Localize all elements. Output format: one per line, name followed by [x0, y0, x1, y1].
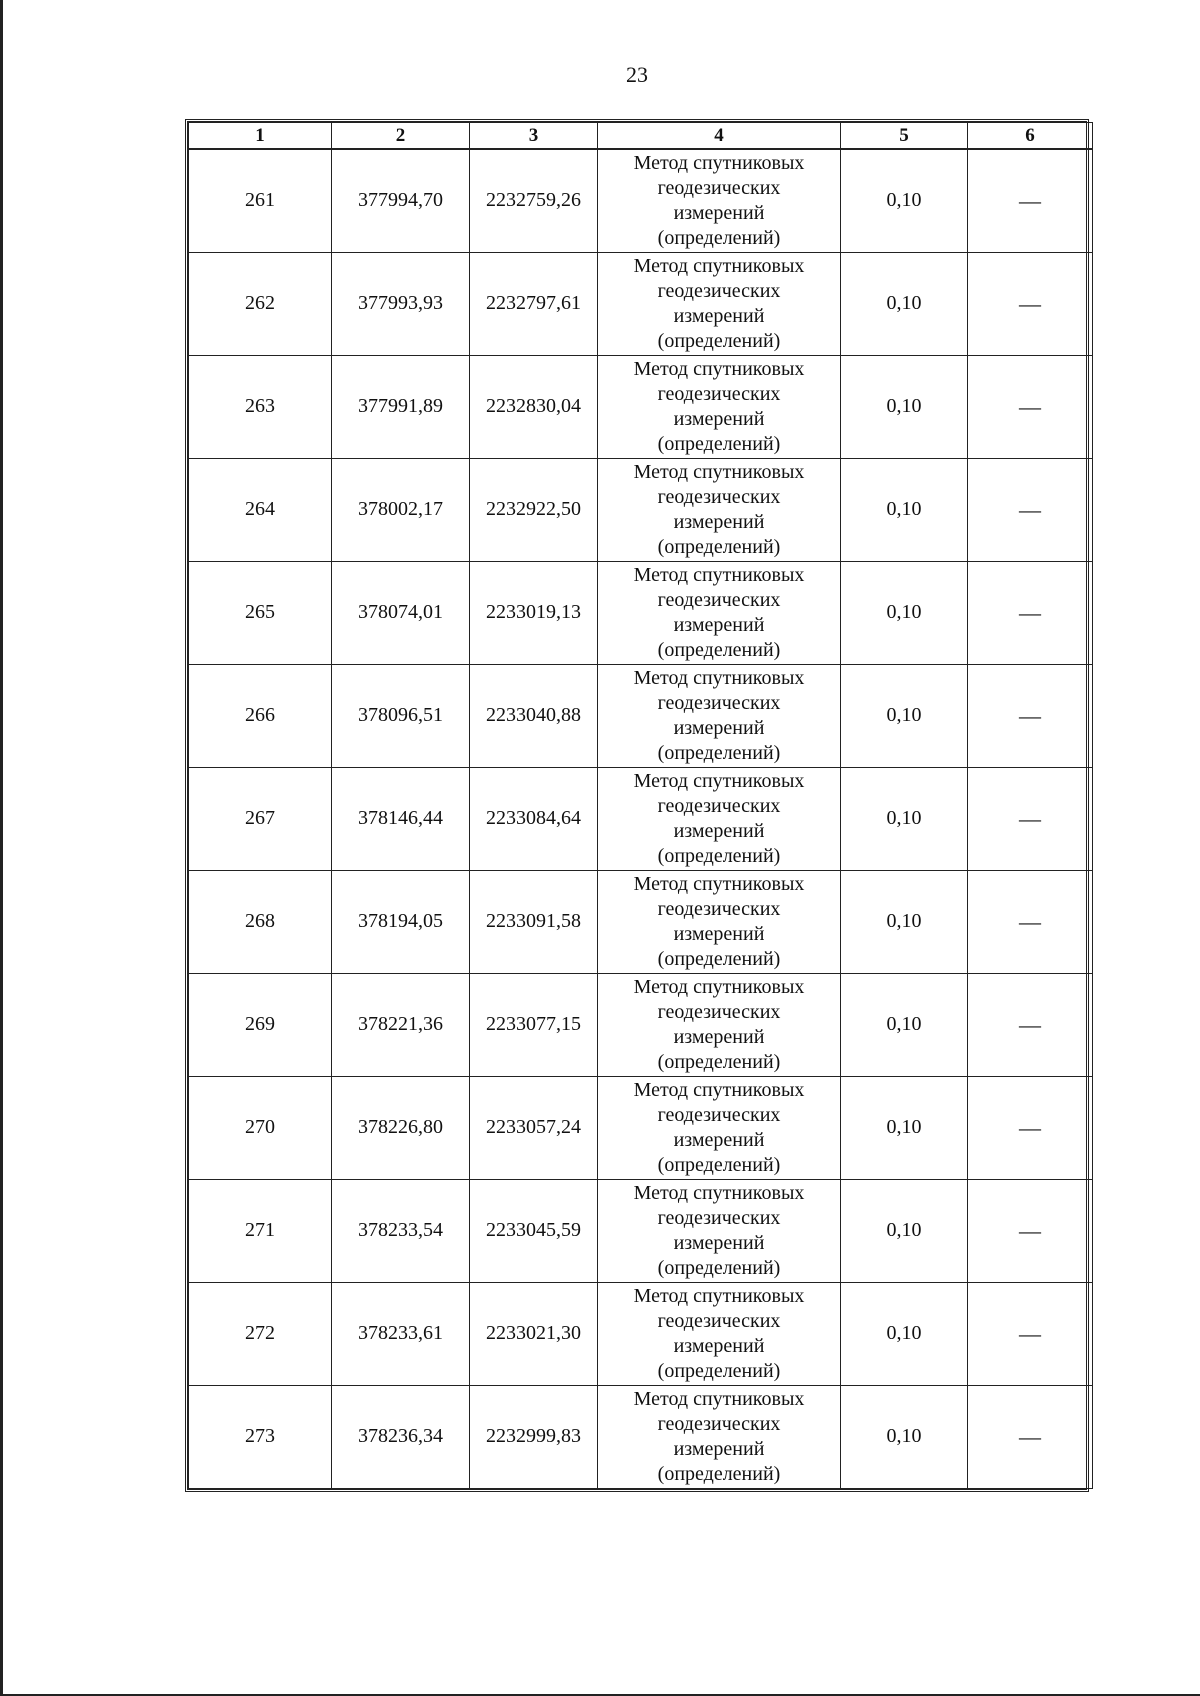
y-coordinate-cell: 2232999,83 — [470, 1385, 598, 1488]
accuracy-cell: 0,10 — [841, 458, 968, 561]
method-line: измерений — [673, 819, 765, 842]
table-row — [189, 973, 1093, 1076]
description-cell: — — [968, 458, 1093, 561]
header-col-1: 1 — [189, 123, 332, 150]
table-row — [189, 355, 1093, 458]
method-line: (определений) — [657, 741, 781, 764]
point-number-cell: 272 — [189, 1282, 332, 1385]
point-number-cell: 265 — [189, 561, 332, 664]
accuracy-cell: 0,10 — [841, 149, 968, 252]
accuracy-cell: 0,10 — [841, 664, 968, 767]
method-line: геодезических — [657, 588, 781, 611]
method-line: (определений) — [657, 844, 781, 867]
method-cell — [598, 767, 841, 870]
y-coordinate-cell: 2232830,04 — [470, 355, 598, 458]
y-coordinate-cell: 2233091,58 — [470, 870, 598, 973]
method-line: Метод спутниковых — [633, 872, 805, 895]
method-line: (определений) — [657, 1256, 781, 1279]
method-line: Метод спутниковых — [633, 1078, 805, 1101]
method-line: геодезических — [657, 794, 781, 817]
point-number-cell: 264 — [189, 458, 332, 561]
method-line: геодезических — [657, 1309, 781, 1332]
method-line: Метод спутниковых — [633, 357, 805, 380]
y-coordinate-cell: 2233019,13 — [470, 561, 598, 664]
method-cell — [598, 1385, 841, 1488]
description-cell: — — [968, 1076, 1093, 1179]
x-coordinate-cell: 378194,05 — [332, 870, 470, 973]
accuracy-cell: 0,10 — [841, 767, 968, 870]
method-line: измерений — [673, 407, 765, 430]
accuracy-cell: 0,10 — [841, 1282, 968, 1385]
method-line: измерений — [673, 1231, 765, 1254]
y-coordinate-cell: 2233057,24 — [470, 1076, 598, 1179]
description-cell: — — [968, 973, 1093, 1076]
description-cell: — — [968, 561, 1093, 664]
table-row — [189, 870, 1093, 973]
method-line: измерений — [673, 613, 765, 636]
method-line: геодезических — [657, 1000, 781, 1023]
header-col-4: 4 — [598, 123, 841, 150]
y-coordinate-cell: 2233084,64 — [470, 767, 598, 870]
point-number-cell: 267 — [189, 767, 332, 870]
method-line: Метод спутниковых — [633, 666, 805, 689]
method-line: геодезических — [657, 279, 781, 302]
method-line: Метод спутниковых — [633, 254, 805, 277]
method-line: Метод спутниковых — [633, 1387, 805, 1410]
method-line: геодезических — [657, 1206, 781, 1229]
header-col-5: 5 — [841, 123, 968, 150]
x-coordinate-cell: 378096,51 — [332, 664, 470, 767]
method-line: геодезических — [657, 382, 781, 405]
method-line: Метод спутниковых — [633, 1284, 805, 1307]
x-coordinate-cell: 378233,61 — [332, 1282, 470, 1385]
y-coordinate-cell: 2232922,50 — [470, 458, 598, 561]
header-row — [189, 123, 1093, 150]
description-cell: — — [968, 1179, 1093, 1282]
x-coordinate-cell: 377991,89 — [332, 355, 470, 458]
method-line: Метод спутниковых — [633, 151, 805, 174]
point-number-cell: 261 — [189, 149, 332, 252]
method-line: измерений — [673, 304, 765, 327]
y-coordinate-cell: 2232797,61 — [470, 252, 598, 355]
accuracy-cell: 0,10 — [841, 252, 968, 355]
description-cell: — — [968, 355, 1093, 458]
method-line: (определений) — [657, 329, 781, 352]
method-line: измерений — [673, 1437, 765, 1460]
method-line: Метод спутниковых — [633, 563, 805, 586]
method-line: геодезических — [657, 1103, 781, 1126]
accuracy-cell: 0,10 — [841, 1179, 968, 1282]
accuracy-cell: 0,10 — [841, 870, 968, 973]
method-cell — [598, 1179, 841, 1282]
accuracy-cell: 0,10 — [841, 561, 968, 664]
table-row — [189, 1179, 1093, 1282]
method-line: геодезических — [657, 897, 781, 920]
method-line: (определений) — [657, 947, 781, 970]
y-coordinate-cell: 2233077,15 — [470, 973, 598, 1076]
description-cell: — — [968, 149, 1093, 252]
point-number-cell: 266 — [189, 664, 332, 767]
scan-edge-left — [0, 0, 3, 1696]
table-row — [189, 149, 1093, 252]
coordinates-table-frame — [185, 119, 1089, 1492]
description-cell: — — [968, 870, 1093, 973]
table-row — [189, 458, 1093, 561]
header-col-6: 6 — [968, 123, 1093, 150]
method-line: (определений) — [657, 226, 781, 249]
method-line: (определений) — [657, 638, 781, 661]
header-col-3: 3 — [470, 123, 598, 150]
page-number: 23 — [626, 62, 648, 87]
method-line: (определений) — [657, 1050, 781, 1073]
table-row — [189, 1076, 1093, 1179]
method-line: измерений — [673, 1025, 765, 1048]
point-number-cell: 270 — [189, 1076, 332, 1179]
method-line: (определений) — [657, 1153, 781, 1176]
method-line: (определений) — [657, 432, 781, 455]
x-coordinate-cell: 378074,01 — [332, 561, 470, 664]
x-coordinate-cell: 377993,93 — [332, 252, 470, 355]
header-col-2: 2 — [332, 123, 470, 150]
method-cell — [598, 355, 841, 458]
point-number-cell: 273 — [189, 1385, 332, 1488]
point-number-cell: 263 — [189, 355, 332, 458]
method-line: измерений — [673, 1334, 765, 1357]
method-line: (определений) — [657, 535, 781, 558]
accuracy-cell: 0,10 — [841, 355, 968, 458]
table-row — [189, 1385, 1093, 1488]
point-number-cell: 271 — [189, 1179, 332, 1282]
description-cell: — — [968, 767, 1093, 870]
x-coordinate-cell: 378236,34 — [332, 1385, 470, 1488]
method-line: (определений) — [657, 1462, 781, 1485]
accuracy-cell: 0,10 — [841, 1385, 968, 1488]
method-line: Метод спутниковых — [633, 460, 805, 483]
x-coordinate-cell: 378002,17 — [332, 458, 470, 561]
x-coordinate-cell: 377994,70 — [332, 149, 470, 252]
method-line: геодезических — [657, 691, 781, 714]
method-line: геодезических — [657, 485, 781, 508]
x-coordinate-cell: 378221,36 — [332, 973, 470, 1076]
method-cell — [598, 252, 841, 355]
x-coordinate-cell: 378146,44 — [332, 767, 470, 870]
method-line: измерений — [673, 1128, 765, 1151]
description-cell: — — [968, 252, 1093, 355]
method-line: измерений — [673, 201, 765, 224]
table-body — [189, 149, 1093, 1488]
method-cell — [598, 1076, 841, 1179]
accuracy-cell: 0,10 — [841, 973, 968, 1076]
method-cell — [598, 664, 841, 767]
method-cell — [598, 149, 841, 252]
y-coordinate-cell: 2233040,88 — [470, 664, 598, 767]
method-cell — [598, 1282, 841, 1385]
method-cell — [598, 973, 841, 1076]
method-line: измерений — [673, 510, 765, 533]
point-number-cell: 269 — [189, 973, 332, 1076]
description-cell: — — [968, 1282, 1093, 1385]
y-coordinate-cell: 2232759,26 — [470, 149, 598, 252]
point-number-cell: 262 — [189, 252, 332, 355]
y-coordinate-cell: 2233021,30 — [470, 1282, 598, 1385]
table-row — [189, 767, 1093, 870]
method-line: Метод спутниковых — [633, 975, 805, 998]
table-row — [189, 1282, 1093, 1385]
method-cell — [598, 561, 841, 664]
table-row — [189, 561, 1093, 664]
x-coordinate-cell: 378226,80 — [332, 1076, 470, 1179]
coordinates-table — [188, 122, 1093, 1489]
method-line: Метод спутниковых — [633, 1181, 805, 1204]
y-coordinate-cell: 2233045,59 — [470, 1179, 598, 1282]
table-row — [189, 252, 1093, 355]
method-line: измерений — [673, 716, 765, 739]
table-header — [189, 123, 1093, 150]
method-line: Метод спутниковых — [633, 769, 805, 792]
description-cell: — — [968, 1385, 1093, 1488]
method-line: геодезических — [657, 1412, 781, 1435]
x-coordinate-cell: 378233,54 — [332, 1179, 470, 1282]
description-cell: — — [968, 664, 1093, 767]
method-cell — [598, 458, 841, 561]
method-line: геодезических — [657, 176, 781, 199]
method-line: (определений) — [657, 1359, 781, 1382]
accuracy-cell: 0,10 — [841, 1076, 968, 1179]
point-number-cell: 268 — [189, 870, 332, 973]
table-row — [189, 664, 1093, 767]
method-cell — [598, 870, 841, 973]
method-line: измерений — [673, 922, 765, 945]
